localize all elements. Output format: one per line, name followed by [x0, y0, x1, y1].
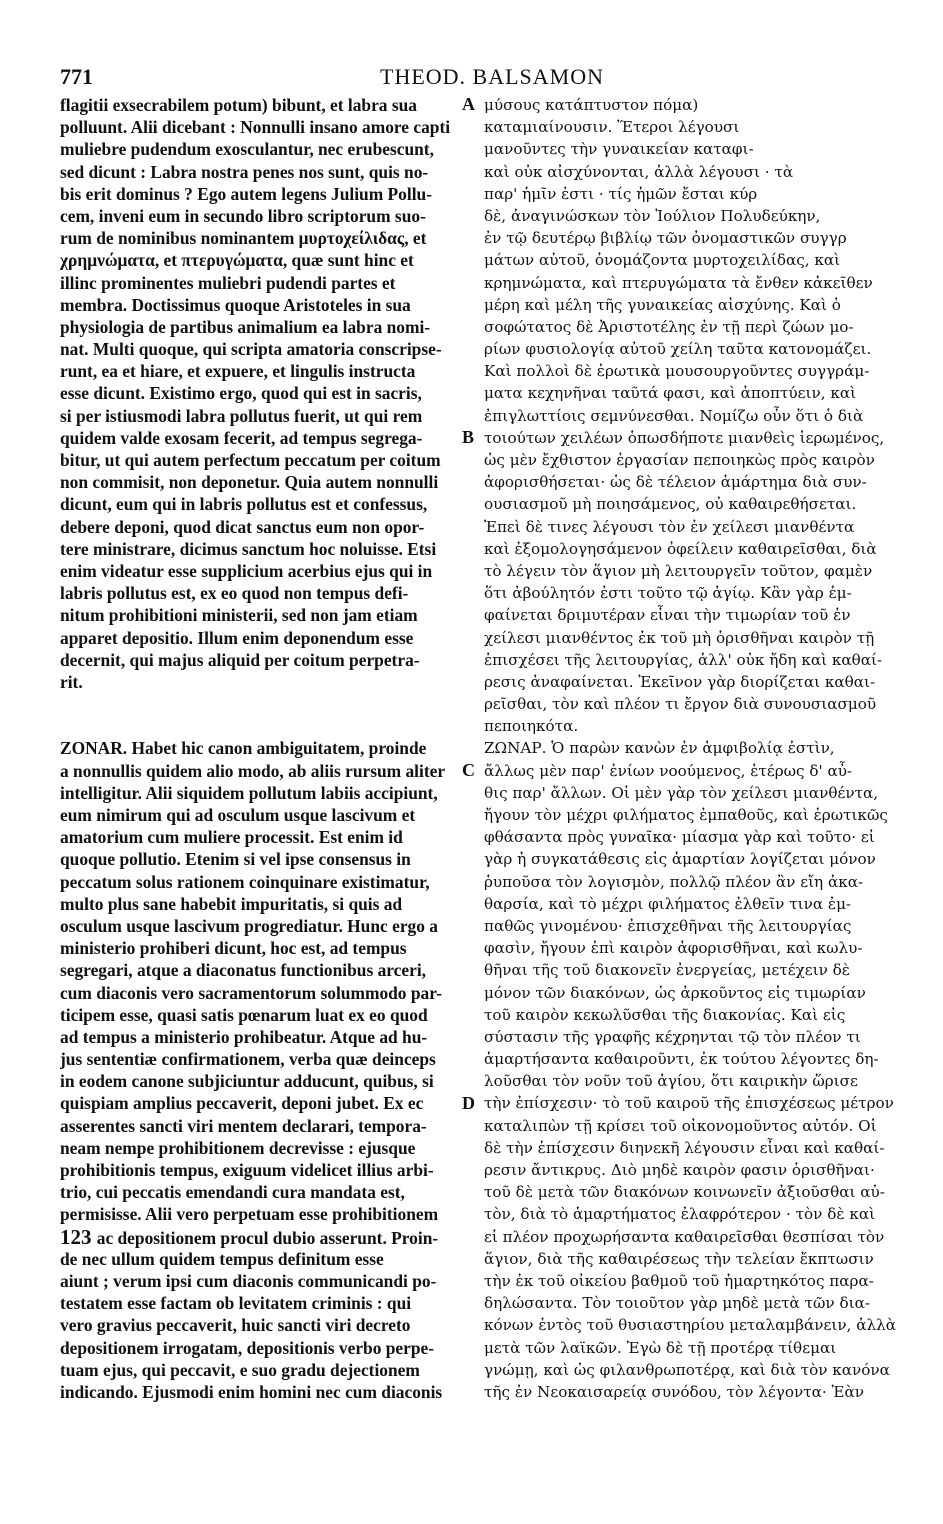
greek-line: τὸ λέγειν τὸν ἅγιον μὴ λειτουργεῖν τοῦτον, φαμὲν: [484, 561, 873, 580]
greek-line: λοῦσθαι τὸν νοῦν τοῦ ἁγίου, ὅτι καιρικὴν ὥρισε: [484, 1072, 858, 1091]
running-head: THEOD. BALSAMON: [380, 64, 604, 89]
latin-line: nitum prohibitioni ministerii, sed non jam etiam: [60, 605, 418, 626]
latin-line: rum de nominibus nominantem μυρτοχείλιδας, et: [60, 228, 427, 249]
greek-line: δὲ τὴν ἐπίσχεσιν διηνεκῆ λέγουσιν εἶναι καὶ καθαί-: [484, 1138, 885, 1157]
latin-line: debere deponi, quod dicat sanctus eum non opor-: [60, 516, 425, 537]
latin-line: labris pollutus est, ex eo quod non tempus defi-: [60, 583, 409, 604]
latin-line: de nec ullum quidem tempus definitum esse: [60, 1248, 384, 1269]
greek-line: εἰ πλέον προχωρήσαντα καθαιρεῖσθαι θεσπίσαι τὸν: [484, 1227, 885, 1246]
greek-line: ὡς μὲν ἔχθιστον ἐργασίαν πεποιηκὼς πρὸς καιρὸν: [484, 451, 875, 469]
greek-line: ἐπιγλωττίοις σεμνύνεσθαι. Νομίζω οὖν ὅτι ὁ διὰ: [484, 406, 864, 425]
greek-column: [484, 94, 904, 1403]
greek-line: τὴν ἐπίσχεσιν· τὸ τοῦ καιροῦ τῆς ἐπισχέσεως μέτρον: [484, 1094, 894, 1113]
latin-line: [60, 715, 462, 737]
latin-line: jus sententiæ confirmationem, verba quæ deinceps: [60, 1049, 436, 1070]
latin-line: membra. Doctissimus quoque Aristoteles in sua: [60, 294, 411, 315]
greek-line: Καὶ πολλοὶ δὲ ἐρωτικὰ μουσουργοῦντες συγγράμ-: [484, 362, 870, 381]
latin-line: cum diaconis vero sacramentorum solummodo par-: [60, 982, 443, 1003]
latin-line: χρημνώματα, et πτερυγώματα, quæ sunt hinc et: [60, 250, 414, 271]
latin-line: enim videatur esse supplicium acerbius ejus qui in: [60, 560, 433, 581]
greek-line: χείλεσι μιανθέντος ἐκ τοῦ μὴ ὁρισθῆναι καιρὸν τῇ: [484, 628, 875, 647]
greek-line: σοφώτατος δὲ Ἀριστοτέλης ἐν τῇ περὶ ζώων μο-: [484, 317, 854, 336]
greek-line: μέρη καὶ μέλη τῆς γυναικείας αἰσχύνης. Καὶ ὁ: [484, 295, 841, 314]
greek-line: κρημνώματα, καὶ πτερυγώματα τὰ ἔνθεν κἀκεῖθεν: [484, 273, 873, 292]
greek-line: μανοῦντες τὴν γυναικείαν καταφι-: [484, 140, 754, 159]
greek-line: θις παρ' ἄλλων. Οἱ μὲν γὰρ τὸν χείλεσι μιανθέντα,: [484, 783, 879, 802]
greek-line: θαρσία, καὶ τὸ μέχρι φιλήματος ἐλθεῖν τινα ἐμ-: [484, 894, 852, 913]
greek-line: μόνον τῶν διακόνων, ὡς ἀρκοῦντος εἰς τιμωρίαν: [484, 983, 866, 1002]
greek-line: πεποιηκότα.: [484, 717, 579, 736]
greek-line: ρεῖσθαι, τὸν καὶ πλέον τι ἔργον διὰ συνουσιασμοῦ: [484, 695, 877, 714]
latin-line: quidem valde exosam fecerit, ad tempus segrega-: [60, 427, 423, 448]
latin-line: dicunt, eum qui in labris pollutus est et confessus,: [60, 494, 428, 515]
greek-line: φασὶν, ἤγουν ἐπὶ καιρὸν ἀφορισθῆναι, καὶ κωλυ-: [484, 939, 863, 958]
greek-line: τοῦ δὲ μετὰ τῶν διακόνων κοινωνεῖν ἀξιοῦσθαι αὐ-: [484, 1183, 885, 1202]
latin-line: in eodem canone subjiciuntur adducunt, quibus, si: [60, 1071, 434, 1092]
greek-line: τὴν ἐκ τοῦ οἰκείου βαθμοῦ τοῦ ἡμαρτηκότος παρα-: [484, 1271, 874, 1290]
latin-line: bis erit dominus ? Ego autem legens Julium Pollu-: [60, 183, 432, 204]
margin-letter-c: C: [462, 760, 475, 780]
latin-line: apparet depositio. Illum enim deponendum esse: [60, 627, 414, 648]
greek-line: καταμιαίνουσιν. Ἕτεροι λέγουσι: [484, 118, 740, 137]
latin-line: multo plus sane habebit impuritatis, si quis ad: [60, 893, 403, 914]
latin-line: ticipem esse, quasi satis pœnarum luat ex eo quod: [60, 1004, 428, 1025]
latin-line: trio, cui peccatis emendandi cura mandata est,: [60, 1182, 405, 1203]
greek-line: ῥυποῦσα τὸν λογισμὸν, πολλῷ πλέον ἂν εἴη ἀκα-: [484, 872, 864, 891]
latin-line: physiologia de partibus animalium ea labra nomi-: [60, 316, 431, 337]
latin-line: esse dicunt. Existimo ergo, quod qui est in sacris,: [60, 383, 422, 404]
greek-line: ἄλλως μὲν παρ' ἐνίων νοούμενος, ἑτέρως δ' αὖ-: [484, 761, 853, 780]
greek-line: παρ' ἡμῖν ἐστι · τίς ἡμῶν ἔσται κύρ: [484, 184, 758, 203]
greek-line: ἅγιον, διὰ τῆς καθαιρέσεως τὴν τελείαν ἔκπτωσιν: [484, 1249, 874, 1268]
greek-line: ὅτι ἀβούλητόν ἐστι τοῦτο τῷ ἁγίῳ. Κἂν γὰρ ἐμ-: [484, 584, 852, 603]
greek-line: ρεσις ἀναφαίνεται. Ἐκεῖνον γὰρ διορίζεται καθαι-: [484, 672, 876, 691]
latin-line: peccatum solus rationem coinquinare existimatur,: [60, 871, 430, 892]
greek-line: ἀφορισθήσεται· ὡς δὲ τέλειον ἁμάρτημα διὰ συν-: [484, 473, 867, 492]
latin-column: [60, 94, 462, 1403]
latin-line: tuam ejus, qui peccavit, e suo gradu dejectionem: [60, 1359, 420, 1380]
greek-line: ΖΩΝΑΡ. Ὁ παρὼν κανὼν ἐν ἀμφιβολίᾳ ἐστὶν,: [484, 739, 835, 758]
greek-line: καὶ οὐκ αἰσχύνονται, ἀλλὰ λέγουσι · τὰ: [484, 162, 794, 181]
greek-line: καταλιπὼν τῇ κρίσει τοῦ οἰκονομοῦντος αὐτόν. Οἱ: [484, 1116, 877, 1135]
greek-line: ματα κεχηνῆναι ταῦτά φασι, καὶ ἀποπτύειν, καὶ: [484, 384, 857, 403]
latin-line: nat. Multi quoque, qui scripta amatoria conscripse-: [60, 339, 442, 360]
latin-line: si per istiusmodi labra pollutus fuerit, ut qui rem: [60, 405, 423, 426]
latin-line: decernit, qui majus aliquid per coitum perpetra-: [60, 649, 420, 670]
greek-line: σύστασιν τῆς γραφῆς κέχρηνται τῷ τὸν πλέον τι: [484, 1027, 861, 1046]
latin-line: illinc prominentes muliebri pudendi partes et: [60, 272, 396, 293]
margin-letter-a: A: [462, 94, 475, 114]
greek-line: τοιούτων χειλέων ὁπωσδήποτε μιανθεὶς ἱερωμένος,: [484, 428, 885, 447]
greek-line: φαίνεται δριμυτέραν εἶναι τὴν τιμωρίαν τοῦ ἐν: [484, 606, 851, 625]
greek-line: μετὰ τῶν λαϊκῶν. Ἐγὼ δὲ τῇ προτέρᾳ τίθεμαι: [484, 1338, 837, 1357]
greek-line: δὲ, ἀναγινώσκων τὸν Ἰούλιον Πολυδεύκην,: [484, 206, 821, 225]
latin-line: bitur, ut qui autem perfectum peccatum per coitum: [60, 450, 441, 470]
latin-line: prohibitionis tempus, exiguum videlicet illius arbi-: [60, 1160, 434, 1180]
greek-line: ἐπισχέσει τῆς λειτουργίας, ἀλλ' οὐκ ἤδη καὶ καθαί-: [484, 650, 883, 669]
greek-line: μάτων αὐτοῦ, ὀνομάζοντα μυρτοχειλίδας, καὶ: [484, 251, 841, 270]
latin-line: non commisit, non deponetur. Quia autem nonnulli: [60, 472, 439, 493]
greek-line: γὰρ ἡ συγκατάθεσις εἰς ἁμαρτίαν λογίζεται μόνον: [484, 850, 876, 869]
greek-line: Ἐπεὶ δὲ τινες λέγουσι τὸν ἐν χείλεσι μιανθέντα: [484, 517, 855, 536]
latin-line-text: ac depositionem procul dubio asserunt. Proin-: [96, 1227, 439, 1248]
margin-letter-b: B: [462, 427, 475, 447]
greek-line: ἤγουν τὸν μέχρι φιλήματος ἐμπαθοῦς, καὶ ἐρωτικῶς: [484, 806, 888, 824]
latin-line: [60, 693, 462, 715]
latin-line: sed dicunt : Labra nostra penes nos sunt, quis no-: [60, 161, 429, 182]
greek-line: ρεσιν ἄντικρυς. Διὸ μηδὲ καιρὸν φασιν ὁρισθῆναι·: [484, 1161, 875, 1179]
latin-line: a nonnullis quidem alio modo, ab aliis rursum aliter: [60, 760, 446, 781]
greek-line: ρίων φυσιολογίᾳ αὐτοῦ χείλη ταῦτα κατονομάζει.: [484, 340, 872, 359]
greek-line: παθῶς γινομένου· ἐπισχεθῆναι τῆς λειτουργίας: [484, 916, 852, 935]
greek-line: τοῦ καιρὸν κεκωλῦσθαι τῆς διακονίας. Καὶ εἰς: [484, 1005, 846, 1024]
margin-letter-d: D: [462, 1093, 475, 1113]
greek-line: ἁμαρτήσαντα καθαιροῦντι, ἐκ τούτου λέγοντες δη-: [484, 1050, 879, 1069]
latin-line: osculum usque lascivum progrediatur. Hunc ergo a: [60, 915, 438, 936]
greek-line: φθάσαντα πρὸς γυναῖκα· μίασμα γὰρ καὶ τοῦτο· εἰ: [484, 828, 875, 847]
greek-line: θῆναι τῆς τοῦ διακονεῖν ἐνεργείας, μετέχειν δὲ: [484, 961, 850, 980]
greek-line: γνώμῃ, καὶ ὡς φιλανθρωποτέρᾳ, καὶ διὰ τὸν κανόνα: [484, 1360, 890, 1379]
page-number: 771: [60, 64, 93, 89]
greek-line: τὸν, διὰ τὸ ἁμαρτήματος ἐλαφρότερον · τὸν δὲ καὶ: [484, 1205, 876, 1224]
latin-line: vero gravius peccaverit, huic sancti viri decreto: [60, 1315, 411, 1336]
latin-line: ZONAR. Habet hic canon ambiguitatem, proinde: [60, 738, 427, 759]
latin-line: cem, inveni eum in secundo libro scriptorum suo-: [60, 205, 426, 226]
greek-line: τῆς ἐν Νεοκαισαρείᾳ συνόδου, τὸν λέγοντα· Ἐὰν: [484, 1382, 864, 1401]
latin-line: muliebre pudendum exosculantur, nec erubescunt,: [60, 139, 434, 160]
latin-line: quispiam amplius peccaverit, deponi jubet. Ex ec: [60, 1093, 424, 1114]
latin-line: asserentes sancti viri mentem declarari, tempora-: [60, 1115, 427, 1136]
latin-line: neam nempe prohibitionem decrevisse : ejusque: [60, 1137, 416, 1158]
latin-line: rit.: [60, 671, 83, 692]
greek-line: δηλώσαντα. Τὸν τοιοῦτον γὰρ μηδὲ μετὰ τῶν δια-: [484, 1294, 870, 1313]
latin-line: amatorium cum muliere processit. Est enim id: [60, 827, 403, 848]
latin-line: eum nimirum qui ad osculum usque lascivum et: [60, 805, 416, 825]
latin-line: runt, ea et hiare, et expuere, et lingulis instructa: [60, 361, 416, 382]
latin-line: flagitii exsecrabilem potum) bibunt, et labra sua: [60, 95, 417, 115]
marginal-number: 123: [60, 1224, 97, 1249]
latin-line: ad tempus a ministerio prohibeatur. Atque ad hu-: [60, 1026, 428, 1047]
latin-line: aiunt ; verum ipsi cum diaconis communicandi po-: [60, 1270, 437, 1291]
latin-line: permisisse. Alii vero perpetuam esse prohibitionem: [60, 1204, 439, 1225]
latin-line: depositionem irrogatam, depositionis verbo perpe-: [60, 1337, 435, 1358]
latin-line: tere ministrare, dicimus sanctum hoc noluisse. Etsi: [60, 538, 437, 559]
latin-line: [60, 1226, 462, 1248]
latin-line: polluunt. Alii dicebant : Nonnulli insano amore capti: [60, 117, 451, 138]
latin-line: segregari, atque a diaconatus functionibus arceri,: [60, 960, 427, 981]
greek-line: καὶ ἐξομολογησάμενον ὀφείλειν καθαιρεῖσθαι, διὰ: [484, 539, 877, 558]
latin-line: indicando. Ejusmodi enim homini nec cum diaconis: [60, 1381, 443, 1402]
latin-line: ministerio prohiberi dicunt, hoc est, ad tempus: [60, 938, 407, 959]
greek-line: ουσιασμοῦ μὴ ποιησάμενος, οὐ καθαιρεθήσεται.: [484, 495, 857, 514]
greek-line: μύσους κατάπτυστον πόμα): [484, 96, 699, 114]
latin-line: quoque pollutio. Etenim si vel ipse consensus in: [60, 849, 411, 870]
greek-line: κόνων ἐντὸς τοῦ θυσιαστηρίου μεταλαμβάνειν, ἀλλὰ: [484, 1316, 896, 1335]
greek-line: ἐν τῷ δευτέρῳ βιβλίῳ τῶν ὀνομαστικῶν συγγρ: [484, 229, 847, 248]
latin-line: intelligitur. Alii siquidem pollutum labiis accipiunt,: [60, 782, 438, 803]
page-header: [60, 64, 943, 90]
latin-line: testatem esse factam ob levitatem criminis : qui: [60, 1293, 412, 1314]
